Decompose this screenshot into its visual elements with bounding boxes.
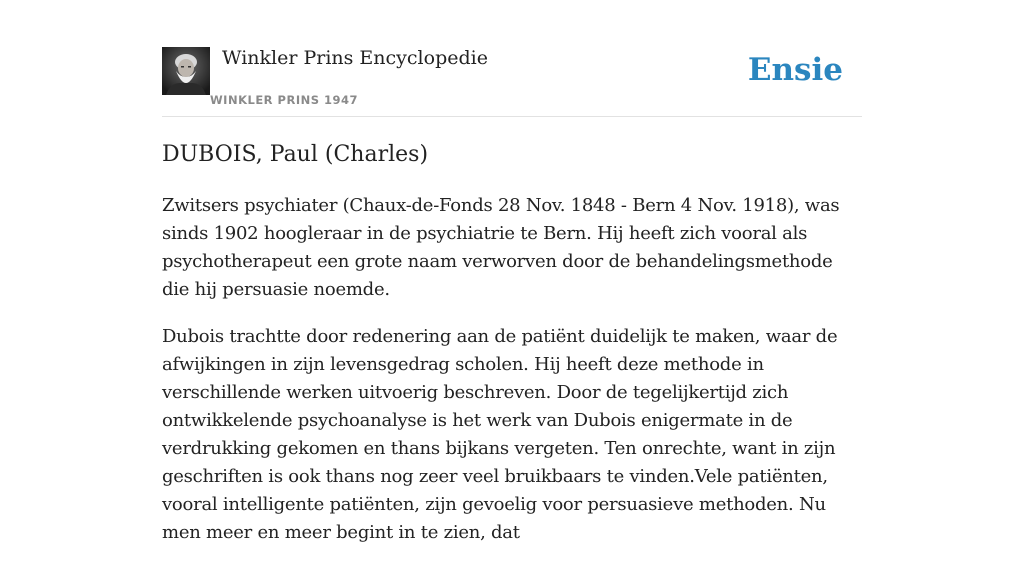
brand-logo[interactable]: Ensie <box>747 52 843 88</box>
site-name[interactable]: Winkler Prins Encyclopedie <box>222 47 488 69</box>
author-avatar[interactable] <box>162 47 210 95</box>
header <box>162 46 862 117</box>
avatar-portrait-icon <box>162 47 210 95</box>
article-paragraph: Dubois trachtte door redenering aan de patiënt duidelijk te maken, waar de afwijkingen in zijn levensgedrag scholen. Hij heeft deze methode in verschillende werken uitvoerig beschreven. Door de tegelijkertijd zich ontwikkelende psychoanalyse is het werk van Dubois enigermate in de verdrukking gekomen en thans bijkans vergeten. Ten onrechte, want in zijn geschriften is ook thans nog zeer veel bruikbaars te vinden.Vele patiënten, vooral intelligente patiënten, zijn gevoelig voor persuasieve methoden. Nu men meer en meer begint in te zien, dat <box>162 326 838 543</box>
article-body <box>162 192 862 566</box>
article-paragraph: Zwitsers psychiater (Chaux-de-Fonds 28 Nov. 1848 - Bern 4 Nov. 1918), was sinds 1902 hoogleraar in de psychiatrie te Bern. Hij heeft zich vooral als psychotherapeut een grote naam verworven door de behandelingsmethode die hij persuasie noemde. <box>162 195 840 300</box>
article-title: DUBOIS, Paul (Charles) <box>162 142 429 167</box>
edition-label[interactable]: WINKLER PRINS 1947 <box>210 93 359 107</box>
